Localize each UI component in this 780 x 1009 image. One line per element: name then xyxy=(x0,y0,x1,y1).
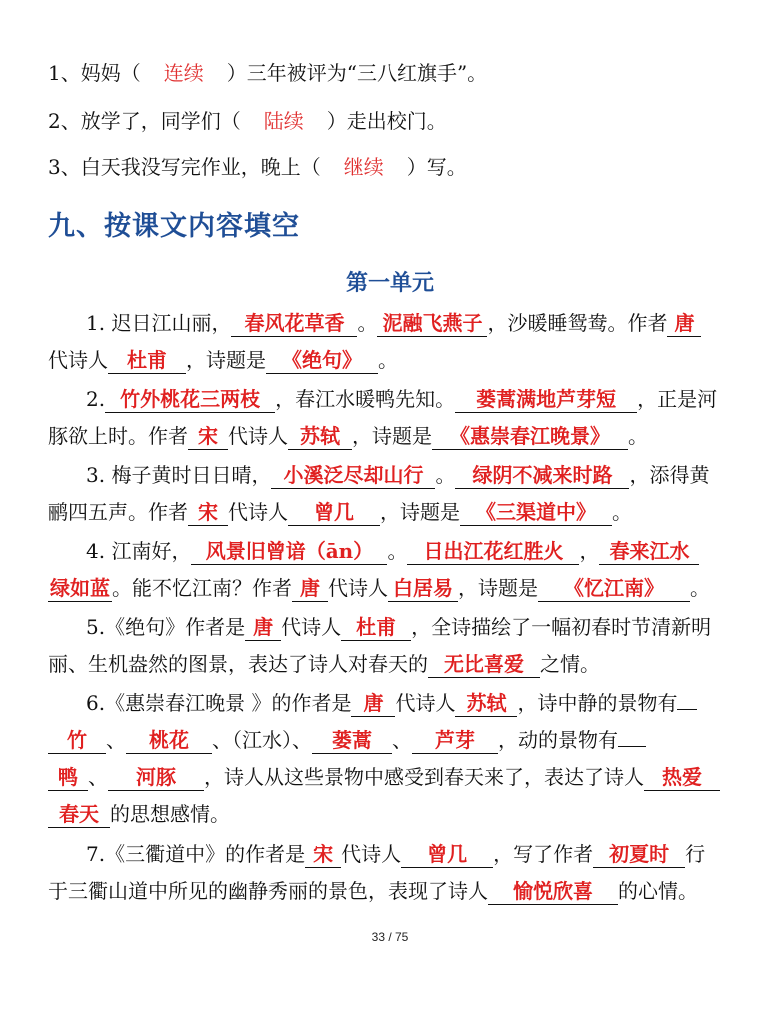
text: 代诗人 xyxy=(228,424,288,448)
item-4-line-2 xyxy=(48,573,744,603)
text: 行 xyxy=(685,842,706,866)
text: 4. 江南好， xyxy=(86,539,192,563)
text: ，正是河 xyxy=(637,387,718,411)
answer-blank: 河豚 xyxy=(108,764,204,791)
answer-blank: 宋 xyxy=(188,499,228,526)
text: 代诗人 xyxy=(341,842,402,866)
text: 7.《三衢道中》的作者是 xyxy=(86,842,306,866)
text: ，全诗描绘了一幅初春时节清新明 xyxy=(411,615,712,639)
text: 、 xyxy=(106,728,126,752)
item-1-line-2 xyxy=(48,345,744,375)
text: ，添得黄 xyxy=(629,463,710,487)
item-7-line-1 xyxy=(86,839,744,869)
answer-blank: 宋 xyxy=(305,841,341,868)
answer-blank: 泥融飞燕子 xyxy=(377,310,487,337)
text: 。 xyxy=(690,576,710,600)
item-6-line-4 xyxy=(48,799,744,829)
text: 代诗人 xyxy=(328,576,388,600)
text: 。 xyxy=(378,348,398,372)
text: 于三衢山道中所见的幽静秀丽的景色，表现了诗人 xyxy=(48,879,488,903)
item-2-line-1 xyxy=(86,384,744,414)
item-2-line-2 xyxy=(48,421,744,451)
answer-blank: 竹 xyxy=(48,727,106,754)
item-7-line-2 xyxy=(48,876,744,906)
item-4-line-1 xyxy=(86,536,744,566)
answer-blank: 竹外桃花三两枝 xyxy=(105,386,275,413)
text: 2. xyxy=(86,387,106,411)
sentence-text: 2、放学了，同学们（ xyxy=(48,109,241,133)
sentence-text: 3、白天我没写完作业，晚上（ xyxy=(48,155,321,179)
answer-blank: 日出江花红胜火 xyxy=(407,538,579,565)
text: ，诗题是 xyxy=(352,424,432,448)
answer-blank: 小溪泛尽却山行 xyxy=(271,462,435,489)
text: 、（江水）、 xyxy=(212,728,312,752)
answer-blank: 杜甫 xyxy=(108,347,186,374)
text: ，动的景物有 xyxy=(498,728,618,752)
item-5-line-2 xyxy=(48,649,744,679)
sentence-2 xyxy=(48,106,744,136)
answer-blank: 曾几 xyxy=(401,841,493,868)
answer: 连续 xyxy=(163,61,204,85)
text: ，写了作者 xyxy=(493,842,594,866)
answer-blank: 绿如蓝 xyxy=(50,576,110,600)
item-3-line-2 xyxy=(48,497,744,527)
answer-blank: 桃花 xyxy=(126,727,212,754)
answer-blank: 芦芽 xyxy=(412,727,498,754)
answer-blank: 蒌蒿满地芦芽短 xyxy=(455,386,637,413)
text: 的思想感情。 xyxy=(110,802,230,826)
text: 3. 梅子黄时日日晴， xyxy=(86,463,272,487)
item-3-line-1 xyxy=(86,460,744,490)
text: 。 xyxy=(612,500,632,524)
text: 豚欲上时。作者 xyxy=(48,424,188,448)
text: 1. 迟日江山丽， xyxy=(86,311,232,335)
answer-blank: 《惠崇春江晚景》 xyxy=(432,423,628,450)
text: 代诗人 xyxy=(395,691,456,715)
text: ，诗题是 xyxy=(186,348,266,372)
text: ，春江水暖鸭先知。 xyxy=(275,387,456,411)
text: 代诗人 xyxy=(281,615,342,639)
text: ，诗人从这些景物中感受到春天来了，表达了诗人 xyxy=(204,765,644,789)
answer-blank: 杜甫 xyxy=(341,614,411,641)
answer-blank: 唐 xyxy=(292,575,328,602)
sentence-text: ）写。 xyxy=(406,155,467,179)
answer-blank: 愉悦欣喜 xyxy=(488,878,618,905)
item-6-line-2 xyxy=(48,725,744,755)
sentence-text: ）走出校门。 xyxy=(326,109,447,133)
answer-blank: 唐 xyxy=(667,310,701,337)
item-6-line-3 xyxy=(48,762,744,792)
sentence-3 xyxy=(48,152,744,182)
answer-blank: 春天 xyxy=(48,801,110,828)
sentence-text: 1、妈妈（ xyxy=(48,61,141,85)
answer-blank: 春风花草香 xyxy=(231,310,357,337)
answer-blank: 《忆江南》 xyxy=(538,575,690,602)
sentence-text: ）三年被评为“三八红旗手”。 xyxy=(226,61,488,85)
answer-blank: 鸭 xyxy=(48,764,88,791)
answer-blank: 《三渠道中》 xyxy=(460,499,612,526)
text: 。 xyxy=(387,539,408,563)
answer-blank: 无比喜爱 xyxy=(428,651,540,678)
answer-blank: 苏轼 xyxy=(288,423,352,450)
answer-blank xyxy=(618,746,646,747)
answer-blank: 曾几 xyxy=(288,499,380,526)
text: 的心情。 xyxy=(618,879,698,903)
sentence-1 xyxy=(48,58,744,88)
text: ，沙暖睡鸳鸯。作者 xyxy=(487,311,668,335)
text: 、 xyxy=(88,765,108,789)
text: 代诗人 xyxy=(228,500,288,524)
answer-blank: 苏轼 xyxy=(455,690,517,717)
page-number: 33 / 75 xyxy=(371,930,409,944)
answer-blank: 热爱 xyxy=(644,764,720,791)
item-1-line-1 xyxy=(86,308,744,338)
text: 鹂四五声。作者 xyxy=(48,500,188,524)
answer-blank: 风景旧曾谙（ān） xyxy=(191,538,387,565)
text: 。 xyxy=(435,463,456,487)
text: 、 xyxy=(392,728,412,752)
answer-blank: 白居易 xyxy=(388,575,458,602)
answer: 陆续 xyxy=(263,109,304,133)
text: ，诗题是 xyxy=(380,500,460,524)
text: 5.《绝句》作者是 xyxy=(86,615,246,639)
answer-blank xyxy=(677,709,697,710)
answer-blank: 春来江水 xyxy=(599,538,699,565)
answer-blank: 蒌蒿 xyxy=(312,727,392,754)
text: 之情。 xyxy=(540,652,600,676)
answer-blank: 《绝句》 xyxy=(266,347,378,374)
text: 。 xyxy=(628,424,648,448)
item-5-line-1 xyxy=(86,612,744,642)
unit-title: 第一单元 xyxy=(345,270,434,296)
answer-blank: 唐 xyxy=(245,614,281,641)
text: ， xyxy=(579,539,600,563)
text: 。 xyxy=(357,311,378,335)
section-title: 九、按课文内容填空 xyxy=(48,211,300,242)
answer: 继续 xyxy=(343,155,384,179)
item-6-line-1 xyxy=(86,688,744,718)
text: 丽、生机盎然的图景，表达了诗人对春天的 xyxy=(48,652,428,676)
text: ，诗中静的景物有 xyxy=(517,691,678,715)
answer-blank: 唐 xyxy=(351,690,395,717)
text: 代诗人 xyxy=(48,348,108,372)
text: 。能不忆江南？作者 xyxy=(112,576,292,600)
answer-blank: 绿阴不减来时路 xyxy=(455,462,629,489)
answer-blank: 初夏时 xyxy=(593,841,685,868)
text: 6.《惠崇春江晚景 》的作者是 xyxy=(86,691,352,715)
answer-blank: 宋 xyxy=(188,423,228,450)
text: ，诗题是 xyxy=(458,576,538,600)
